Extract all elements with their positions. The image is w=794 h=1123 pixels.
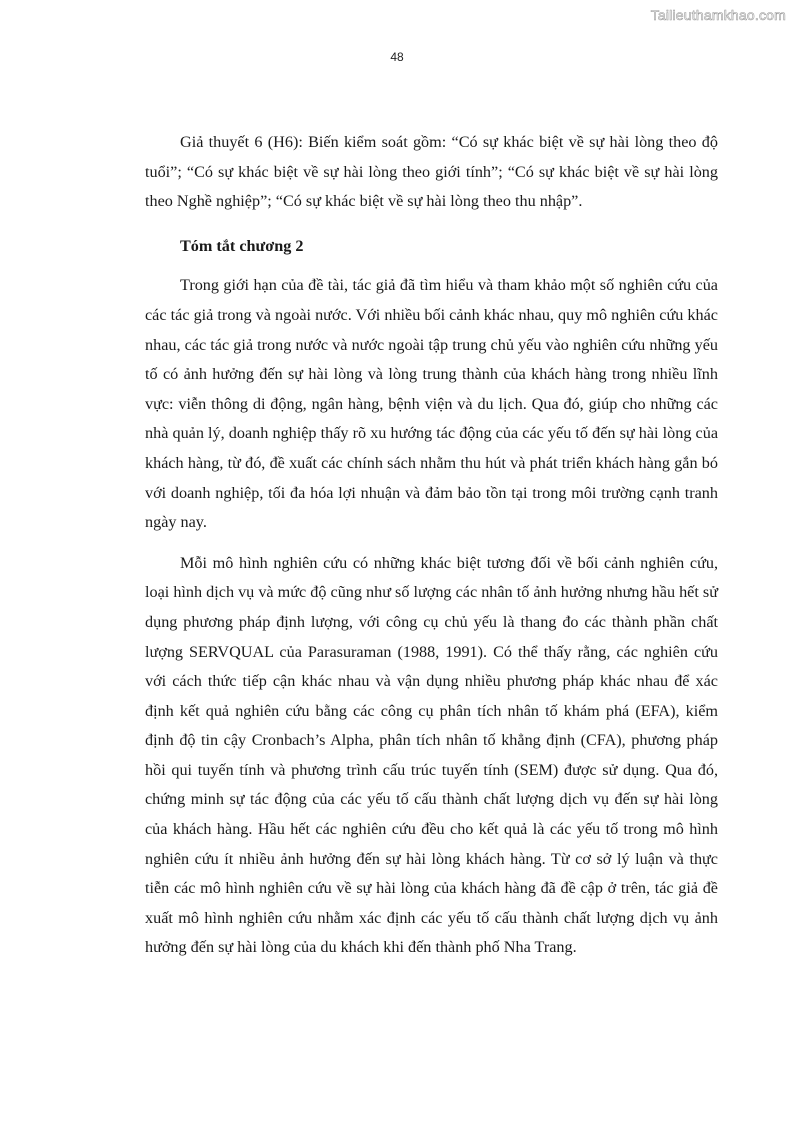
page-number: 48: [390, 50, 404, 64]
document-body: [145, 128, 718, 974]
summary-paragraph-2: Mỗi mô hình nghiên cứu có những khác biệt tương đối về bối cảnh nghiên cứu, loại hình dịch vụ và mức độ cũng như số lượng các nhân tố ảnh hưởng nhưng hầu hết sử dụng phương pháp định lượng, với công cụ chủ yếu là thang đo các thành phần chất lượng SERVQUAL của Parasuraman (1988, 1991). Có thể thấy rằng, các nghiên cứu với cách thức tiếp cận khác nhau và vận dụng nhiều phương pháp khác nhau để xác định kết quả nghiên cứu bằng các công cụ phân tích nhân tố khám phá (EFA), kiểm định độ tin cậy Cronbach’s Alpha, phân tích nhân tố khẳng định (CFA), phương pháp hồi qui tuyến tính và phương trình cấu trúc tuyến tính (SEM) được sử dụng. Qua đó, chứng minh sự tác động của các yếu tố cấu thành chất lượng dịch vụ đến sự hài lòng của khách hàng. Hầu hết các nghiên cứu đều cho kết quả là các yếu tố trong mô hình nghiên cứu ít nhiều ảnh hưởng đến sự hài lòng khách hàng. Từ cơ sở lý luận và thực tiễn các mô hình nghiên cứu về sự hài lòng của khách hàng đã đề cập ở trên, tác giả đề xuất mô hình nghiên cứu nhằm xác định các yếu tố cấu thành chất lượng dịch vụ ảnh hưởng đến sự hài lòng của du khách khi đến thành phố Nha Trang.: [145, 553, 718, 957]
section-title: Tóm tắt chương 2: [180, 236, 304, 255]
watermark: Tailieuthamkhao.com: [650, 7, 786, 23]
hypothesis-paragraph: Giả thuyết 6 (H6): Biến kiểm soát gồm: “Có sự khác biệt về sự hài lòng theo độ tuổi”; “Có sự khác biệt về sự hài lòng theo giới tính”; “Có sự khác biệt về sự hài lòng theo Nghề nghiệp”; “Có sự khác biệt về sự hài lòng theo thu nhập”.: [145, 133, 718, 211]
summary-paragraph-1: Trong giới hạn của đề tài, tác giả đã tìm hiểu và tham khảo một số nghiên cứu của các tác giả trong và ngoài nước. Với nhiều bối cảnh khác nhau, quy mô nghiên cứu khác nhau, các tác giả trong nước và nước ngoài tập trung chủ yếu vào nghiên cứu những yếu tố có ảnh hưởng đến sự hài lòng và lòng trung thành của khách hàng trong nhiều lĩnh vực: viễn thông di động, ngân hàng, bệnh viện và du lịch. Qua đó, giúp cho những các nhà quản lý, doanh nghiệp thấy rõ xu hướng tác động của các yếu tố đến sự hài lòng của khách hàng, từ đó, đề xuất các chính sách nhằm thu hút và phát triển khách hàng gắn bó với doanh nghiệp, tối đa hóa lợi nhuận và đảm bảo tồn tại trong môi trường cạnh tranh ngày nay.: [145, 276, 718, 532]
